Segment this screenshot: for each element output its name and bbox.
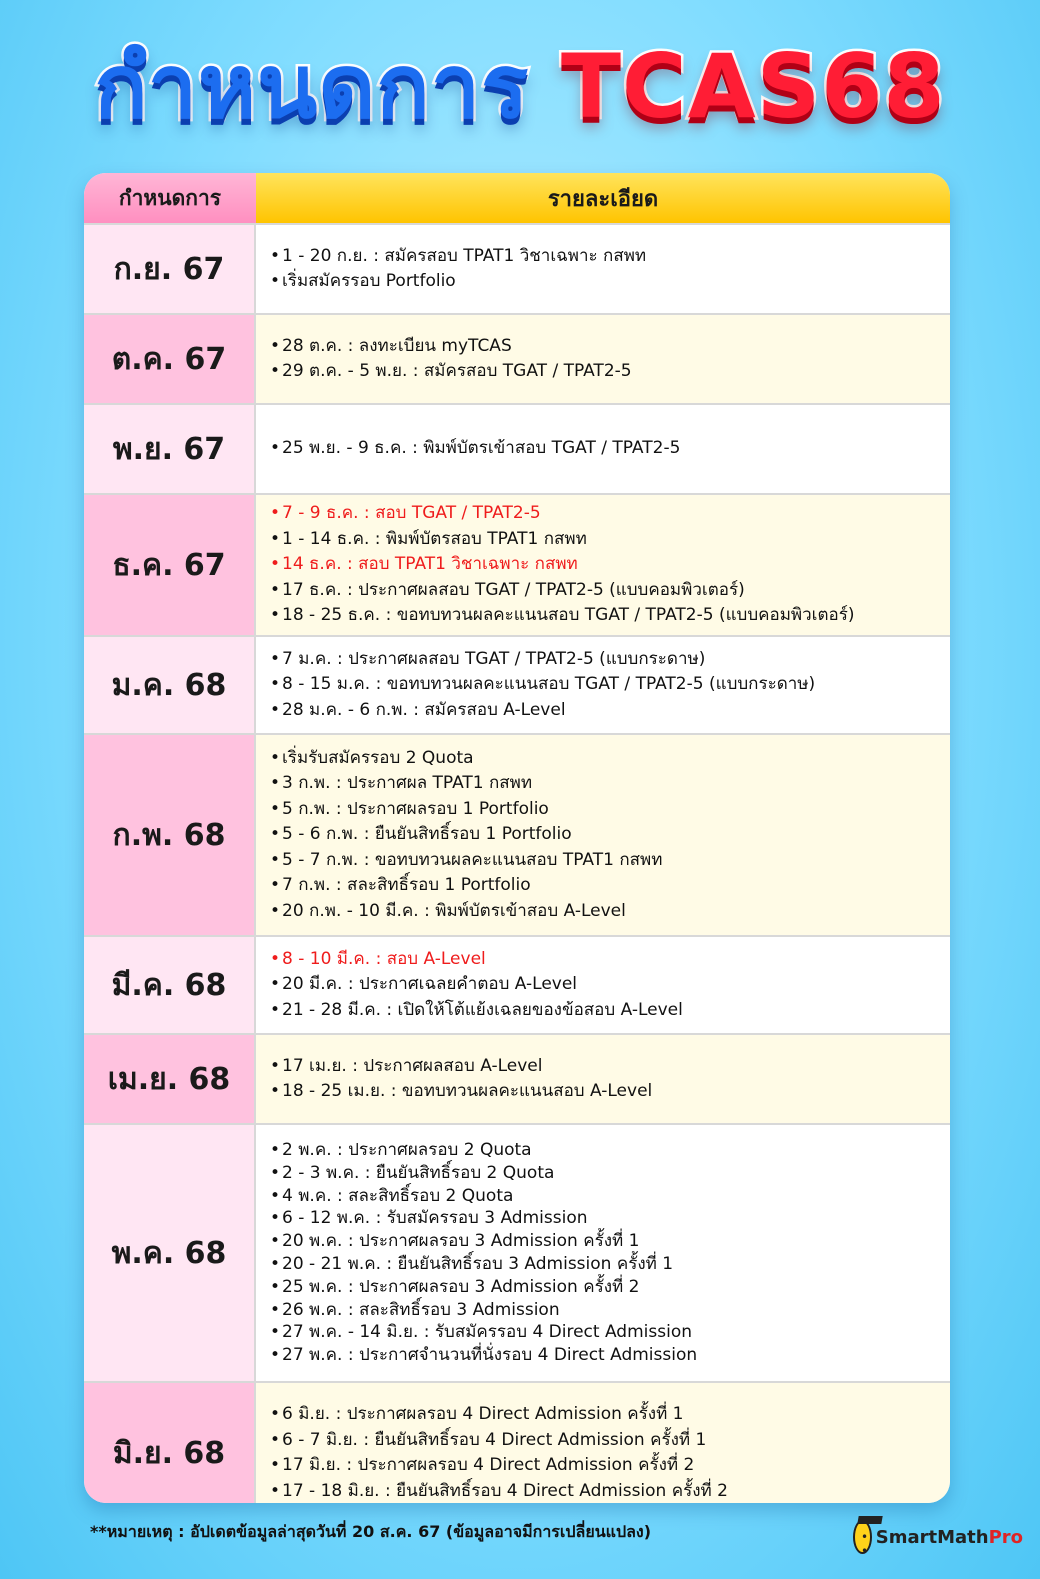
list-item-text: 5 - 6 ก.พ. : ยืนยันสิทธิ์รอบ 1 Portfolio xyxy=(282,824,572,845)
list-item xyxy=(270,797,950,823)
list-item-text: 17 มิ.ย. : ประกาศผลรอบ 4 Direct Admission ครั้งที่ 2 xyxy=(282,1455,695,1475)
list-item xyxy=(270,552,950,578)
month-cell: มิ.ย. 68 xyxy=(84,1383,256,1503)
list-item-text: 25 พ.ค. : ประกาศผลรอบ 3 Admission ครั้งที่ 2 xyxy=(282,1276,640,1297)
list-item-text: 1 - 20 ก.ย. : สมัครสอบ TPAT1 วิชาเฉพาะ กสพท xyxy=(282,245,647,266)
bullet-icon: • xyxy=(270,1162,281,1183)
list-item-text: 14 ธ.ค. : สอบ TPAT1 วิชาเฉพาะ กสพท xyxy=(282,554,578,575)
list-item xyxy=(270,647,950,673)
bullet-icon: • xyxy=(270,1429,281,1450)
list-item xyxy=(270,848,950,874)
list-item-text: 3 ก.พ. : ประกาศผล TPAT1 กสพท xyxy=(282,773,533,794)
list-item-text: 2 - 3 พ.ค. : ยืนยันสิทธิ์รอบ 2 Quota xyxy=(282,1162,555,1183)
list-item-text: 6 - 12 พ.ค. : รับสมัครรอบ 3 Admission xyxy=(282,1208,588,1229)
bullet-icon: • xyxy=(270,605,281,626)
list-item xyxy=(270,1453,950,1479)
bullet-icon: • xyxy=(270,245,281,266)
list-item xyxy=(270,1139,950,1162)
list-item-text: 21 - 28 มี.ค. : เปิดให้โต้แย้งเฉลยของข้อสอบ A-Level xyxy=(282,999,683,1020)
list-item-text: 28 ม.ค. - 6 ก.พ. : สมัครสอบ A-Level xyxy=(282,699,566,720)
details-cell xyxy=(256,1383,950,1503)
table-row xyxy=(84,635,950,733)
details-cell xyxy=(256,495,950,635)
list-item xyxy=(270,359,950,385)
bullet-icon: • xyxy=(270,999,281,1020)
list-item xyxy=(270,1253,950,1276)
bullet-icon: • xyxy=(270,1322,281,1343)
list-item-text: 8 - 10 มี.ค. : สอบ A-Level xyxy=(282,948,486,969)
bullet-icon: • xyxy=(270,1055,281,1076)
month-cell: ต.ค. 67 xyxy=(84,315,256,403)
list-item-text: 27 พ.ค. - 14 มิ.ย. : รับสมัครรอบ 4 Direct Admission xyxy=(282,1322,692,1343)
header-schedule: กำหนดการ xyxy=(84,173,256,223)
bullet-icon: • xyxy=(270,554,281,575)
table-row xyxy=(84,1123,950,1381)
list-item xyxy=(270,972,950,998)
list-item-text: 17 ธ.ค. : ประกาศผลสอบ TGAT / TPAT2-5 (แบบคอมพิวเตอร์) xyxy=(282,579,745,600)
list-item xyxy=(270,436,950,462)
list-item xyxy=(270,873,950,899)
bullet-icon: • xyxy=(270,271,281,291)
month-cell: พ.ค. 68 xyxy=(84,1125,256,1381)
bullet-icon: • xyxy=(270,438,281,459)
list-item xyxy=(270,1344,950,1367)
list-item-text: 1 - 14 ธ.ค. : พิมพ์บัตรสอบ TPAT1 กสพท xyxy=(282,528,587,549)
list-item xyxy=(270,998,950,1024)
bullet-icon: • xyxy=(270,1081,281,1101)
list-item xyxy=(270,1276,950,1299)
bullet-icon: • xyxy=(270,1404,281,1424)
bullet-icon: • xyxy=(270,503,281,524)
list-item-text: 7 - 9 ธ.ค. : สอบ TGAT / TPAT2-5 xyxy=(282,503,541,524)
graduation-cap-face-icon xyxy=(853,1520,872,1554)
list-item-text: 7 ม.ค. : ประกาศผลสอบ TGAT / TPAT2-5 (แบบกระดาษ) xyxy=(282,648,706,669)
list-item xyxy=(270,578,950,604)
bullet-icon: • xyxy=(270,361,281,381)
bullet-icon: • xyxy=(270,875,281,896)
details-cell xyxy=(256,735,950,935)
list-item xyxy=(270,244,950,270)
list-item xyxy=(270,1479,950,1504)
list-item xyxy=(270,822,950,848)
brand-logo xyxy=(853,1514,1023,1560)
list-item-text: 17 เม.ย. : ประกาศผลสอบ A-Level xyxy=(282,1055,543,1076)
month-cell: ก.ย. 67 xyxy=(84,225,256,313)
list-item xyxy=(270,1299,950,1322)
title-tcas: TCAS68 xyxy=(561,35,946,138)
list-item-text: 18 - 25 เม.ย. : ขอทบทวนผลคะแนนสอบ A-Level xyxy=(282,1081,653,1101)
list-item xyxy=(270,603,950,629)
bullet-icon: • xyxy=(270,335,281,356)
details-cell xyxy=(256,1035,950,1123)
bullet-icon: • xyxy=(270,1455,281,1475)
list-item-text: 5 ก.พ. : ประกาศผลรอบ 1 Portfolio xyxy=(282,798,549,819)
bullet-icon: • xyxy=(270,1231,281,1252)
list-item-text: 6 มิ.ย. : ประกาศผลรอบ 4 Direct Admission ครั้งที่ 1 xyxy=(282,1404,684,1424)
bullet-icon: • xyxy=(270,1140,281,1161)
list-item-text: 20 - 21 พ.ค. : ยืนยันสิทธิ์รอบ 3 Admission ครั้งที่ 1 xyxy=(282,1254,674,1274)
bullet-icon: • xyxy=(270,528,281,549)
list-item-text: 26 พ.ค. : สละสิทธิ์รอบ 3 Admission xyxy=(282,1299,560,1320)
list-item xyxy=(270,899,950,925)
brand-name-accent: Pro xyxy=(988,1526,1023,1548)
bullet-icon: • xyxy=(270,1254,281,1274)
bullet-icon: • xyxy=(270,1345,281,1366)
table-row xyxy=(84,733,950,935)
bullet-icon: • xyxy=(270,1276,281,1297)
brand-name-main: SmartMath xyxy=(875,1526,989,1548)
bullet-icon: • xyxy=(270,824,281,845)
list-item xyxy=(270,672,950,698)
list-item-text: 25 พ.ย. - 9 ธ.ค. : พิมพ์บัตรเข้าสอบ TGAT / TPAT2-5 xyxy=(282,438,681,459)
list-item-text: 29 ต.ค. - 5 พ.ย. : สมัครสอบ TGAT / TPAT2-5 xyxy=(282,361,632,381)
list-item xyxy=(270,947,950,973)
table-row xyxy=(84,935,950,1033)
page-title xyxy=(0,22,1040,152)
bullet-icon: • xyxy=(270,579,281,600)
details-cell xyxy=(256,937,950,1033)
list-item-text: 20 ก.พ. - 10 มี.ค. : พิมพ์บัตรเข้าสอบ A-Level xyxy=(282,900,626,921)
schedule-table xyxy=(84,173,950,1503)
list-item xyxy=(270,1402,950,1428)
list-item-text: 8 - 15 ม.ค. : ขอทบทวนผลคะแนนสอบ TGAT / TPAT2-5 (แบบกระดาษ) xyxy=(282,674,816,695)
details-cell xyxy=(256,1125,950,1381)
month-cell: ม.ค. 68 xyxy=(84,637,256,733)
details-cell xyxy=(256,637,950,733)
bullet-icon: • xyxy=(270,747,281,768)
list-item xyxy=(270,771,950,797)
list-item-text: 27 พ.ค. : ประกาศจำนวนที่นั่งรอบ 4 Direct Admission xyxy=(282,1345,698,1366)
bullet-icon: • xyxy=(270,648,281,669)
list-item-text: 17 - 18 มิ.ย. : ยืนยันสิทธิ์รอบ 4 Direct Admission ครั้งที่ 2 xyxy=(282,1480,728,1501)
details-cell xyxy=(256,405,950,493)
list-item xyxy=(270,1185,950,1208)
footnote: **หมายเหตุ : อัปเดตข้อมูลล่าสุดวันที่ 20 ส.ค. 67 (ข้อมูลอาจมีการเปลี่ยนแปลง) xyxy=(90,1522,652,1541)
table-row xyxy=(84,313,950,403)
list-item xyxy=(270,269,950,295)
list-item-text: เริ่มสมัครรอบ Portfolio xyxy=(282,271,456,291)
bullet-icon: • xyxy=(270,699,281,720)
list-item-text: 2 พ.ค. : ประกาศผลรอบ 2 Quota xyxy=(282,1140,532,1161)
details-cell xyxy=(256,315,950,403)
list-item-text: 28 ต.ค. : ลงทะเบียน myTCAS xyxy=(282,335,512,356)
bullet-icon: • xyxy=(270,974,281,995)
month-cell: ก.พ. 68 xyxy=(84,735,256,935)
table-row xyxy=(84,1381,950,1503)
table-row xyxy=(84,223,950,313)
bullet-icon: • xyxy=(270,1185,281,1206)
table-row xyxy=(84,493,950,635)
list-item xyxy=(270,698,950,724)
brand-name xyxy=(876,1527,1023,1548)
month-cell: มี.ค. 68 xyxy=(84,937,256,1033)
list-item xyxy=(270,527,950,553)
list-item xyxy=(270,1321,950,1344)
list-item-text: 20 พ.ค. : ประกาศผลรอบ 3 Admission ครั้งที่ 1 xyxy=(282,1231,640,1252)
bullet-icon: • xyxy=(270,798,281,819)
list-item xyxy=(270,1428,950,1454)
bullet-icon: • xyxy=(270,1480,281,1501)
list-item xyxy=(270,501,950,527)
table-row xyxy=(84,403,950,493)
bullet-icon: • xyxy=(270,948,281,969)
table-body xyxy=(84,223,950,1503)
list-item xyxy=(270,1162,950,1185)
list-item-text: 6 - 7 มิ.ย. : ยืนยันสิทธิ์รอบ 4 Direct Admission ครั้งที่ 1 xyxy=(282,1429,707,1450)
list-item xyxy=(270,746,950,772)
month-cell: พ.ย. 67 xyxy=(84,405,256,493)
month-cell: ธ.ค. 67 xyxy=(84,495,256,635)
list-item-text: 20 มี.ค. : ประกาศเฉลยคำตอบ A-Level xyxy=(282,974,578,995)
bullet-icon: • xyxy=(270,849,281,870)
header-details: รายละเอียด xyxy=(256,173,950,223)
details-cell xyxy=(256,225,950,313)
bullet-icon: • xyxy=(270,773,281,794)
table-row xyxy=(84,1033,950,1123)
bullet-icon: • xyxy=(270,1299,281,1320)
list-item xyxy=(270,334,950,360)
list-item-text: 18 - 25 ธ.ค. : ขอทบทวนผลคะแนนสอบ TGAT / TPAT2-5 (แบบคอมพิวเตอร์) xyxy=(282,605,855,626)
list-item xyxy=(270,1207,950,1230)
list-item-text: เริ่มรับสมัครรอบ 2 Quota xyxy=(282,747,474,768)
title-thai: กำหนดการ xyxy=(94,35,530,138)
list-item-text: 4 พ.ค. : สละสิทธิ์รอบ 2 Quota xyxy=(282,1185,514,1206)
table-header xyxy=(84,173,950,223)
list-item xyxy=(270,1230,950,1253)
bullet-icon: • xyxy=(270,900,281,921)
list-item xyxy=(270,1079,950,1105)
month-cell: เม.ย. 68 xyxy=(84,1035,256,1123)
list-item-text: 7 ก.พ. : สละสิทธิ์รอบ 1 Portfolio xyxy=(282,875,531,896)
list-item xyxy=(270,1054,950,1080)
bullet-icon: • xyxy=(270,674,281,695)
list-item-text: 5 - 7 ก.พ. : ขอทบทวนผลคะแนนสอบ TPAT1 กสพท xyxy=(282,849,663,870)
bullet-icon: • xyxy=(270,1208,281,1229)
